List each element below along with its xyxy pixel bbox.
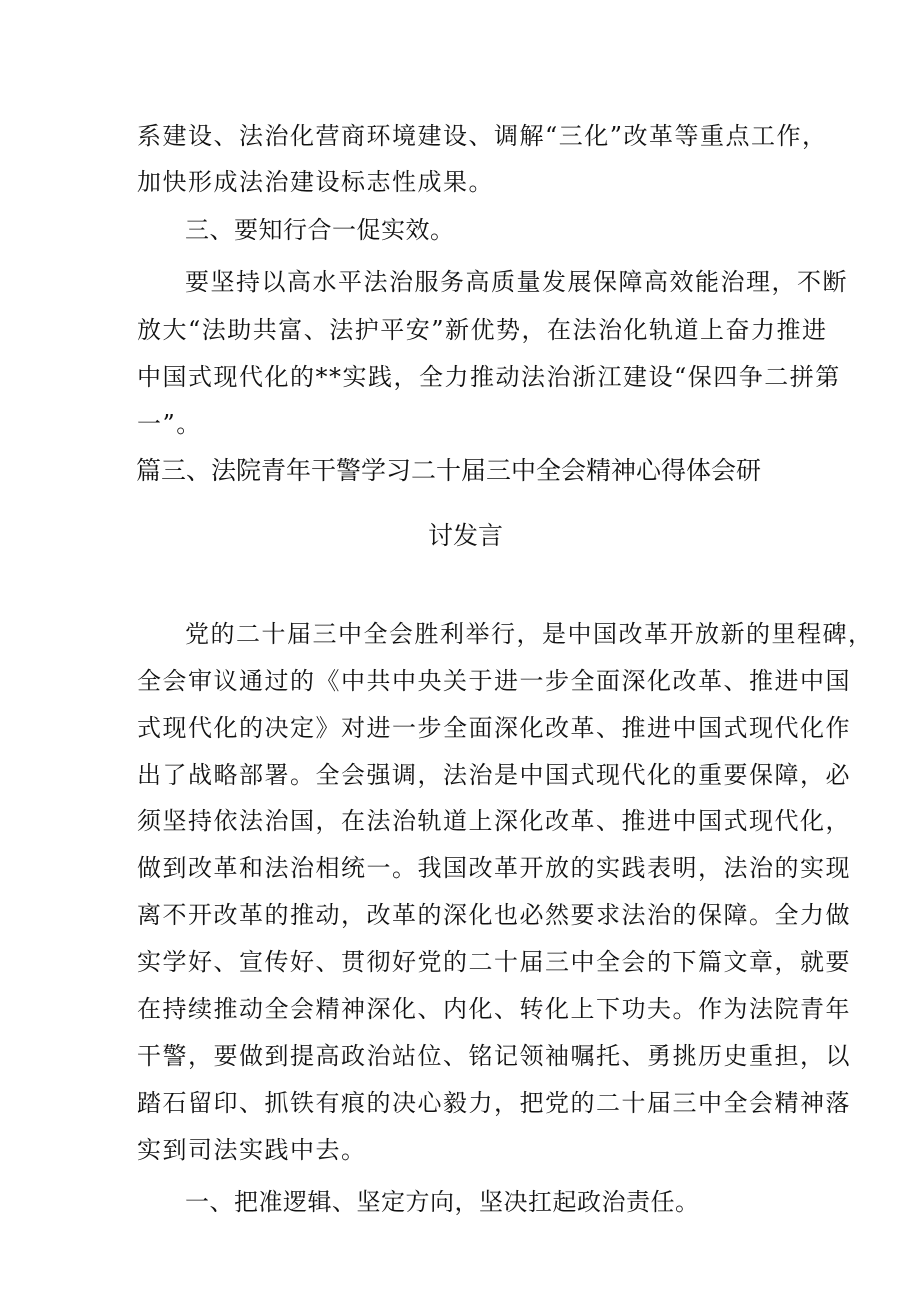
para-a-line-1: 系建设、法治化营商环境建设、调解“三化”改革等重点工作， xyxy=(137,122,828,150)
para-c-line-12: 实到司法实践中去。 xyxy=(137,1136,367,1164)
para-c-line-11: 踏石留印、抓铁有痕的决心毅力，把党的二十届三中全会精神落 xyxy=(137,1089,851,1117)
para-a-line-2: 加快形成法治建设标志性成果。 xyxy=(137,168,494,196)
para-b-line-4: 一”。 xyxy=(137,410,202,438)
para-b-line-1: 要坚持以高水平法治服务高质量发展保障高效能治理，不断 xyxy=(185,268,848,296)
para-c-line-4: 出了战略部署。全会强调，法治是中国式现代化的重要保障，必 xyxy=(137,761,851,789)
para-c-line-6: 做到改革和法治相统一。我国改革开放的实践表明，法治的实现 xyxy=(137,854,851,882)
para-c-line-3: 式现代化的决定》对进一步全面深化改革、推进中国式现代化作 xyxy=(137,714,851,742)
article-title-line-1: 篇三、法院青年干警学习二十届三中全会精神心得体会研 xyxy=(136,456,762,485)
section-heading-3: 三、要知行合一促实效。 xyxy=(185,216,455,244)
para-b-line-3: 中国式现代化的**实践，全力推动法治浙江建设“保四争二拼第 xyxy=(137,363,841,391)
para-b-line-2: 放大“法助共富、法护平安”新优势，在法治化轨道上奋力推进 xyxy=(137,316,828,344)
para-c-line-1: 党的二十届三中全会胜利举行，是中国改革开放新的里程碑， xyxy=(185,620,874,648)
para-c-line-7: 离不开改革的推动，改革的深化也必然要求法治的保障。全力做 xyxy=(137,901,851,929)
para-c-line-2: 全会审议通过的《中共中央关于进一步全面深化改革、推进中国 xyxy=(137,667,851,695)
article-title-line-2: 讨发言 xyxy=(428,521,504,550)
para-c-line-9: 在持续推动全会精神深化、内化、转化上下功夫。作为法院青年 xyxy=(137,995,851,1023)
para-c-line-10: 干警，要做到提高政治站位、铭记领袖嘱托、勇挑历史重担，以 xyxy=(137,1042,851,1070)
para-c-line-5: 须坚持依法治国，在法治轨道上深化改革、推进中国式现代化， xyxy=(137,807,851,835)
section-heading-1: 一、把准逻辑、坚定方向，坚决扛起政治责任。 xyxy=(185,1188,700,1216)
para-c-line-8: 实学好、宣传好、贯彻好党的二十届三中全会的下篇文章，就要 xyxy=(137,948,851,976)
